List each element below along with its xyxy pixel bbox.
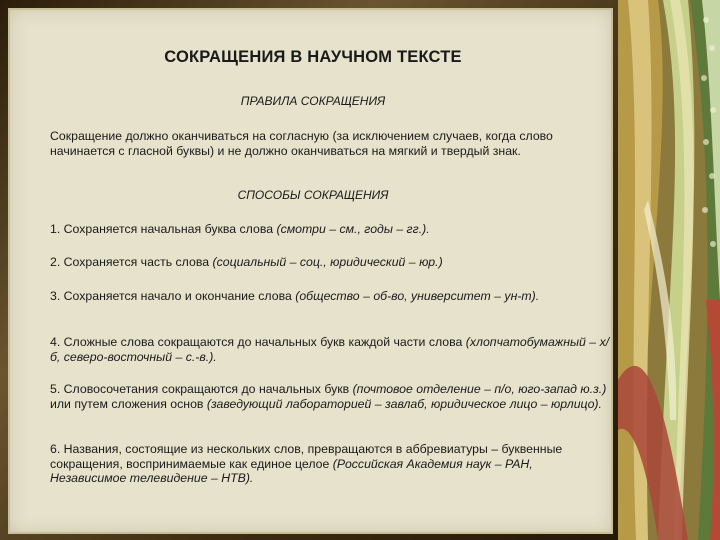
method-item-6 <box>50 442 610 486</box>
method-item-2 <box>50 255 610 270</box>
method-item-text: 5. Словосочетания сокращаются до начальных букв <box>50 382 353 396</box>
method-item-example: (общество – об-во, университет – ун-т). <box>295 289 540 303</box>
method-item-example: (хлопчатобумажный – х/б, северо-восточный – с.-в.). <box>50 335 610 364</box>
method-item-4 <box>50 335 610 364</box>
method-item-example: (Российская Академия наук – РАН, Независимое телевидение – НТВ). <box>50 456 533 485</box>
method-item-text: 2. Сохраняется часть слова <box>50 255 213 269</box>
method-item-3 <box>50 289 610 304</box>
method-item-example: (почтовое отделение – п/о, юго-запад ю.з.) <box>352 382 607 396</box>
methods-heading: СПОСОБЫ СОКРАЩЕНИЯ <box>237 188 389 202</box>
slide-title: СОКРАЩЕНИЯ В НАУЧНОМ ТЕКСТЕ <box>164 48 462 66</box>
method-item-example: (смотри – см., годы – гг.). <box>276 222 430 236</box>
method-item-text: 1. Сохраняется начальная буква слова <box>50 222 277 236</box>
method-item-5 <box>50 382 610 411</box>
method-item-text-2: или путем сложения основ <box>50 396 207 411</box>
slide-panel <box>8 8 613 534</box>
rules-heading: ПРАВИЛА СОКРАЩЕНИЯ <box>240 94 386 108</box>
method-item-example: (социальный – соц., юридический – юр.) <box>212 255 443 269</box>
method-item-example-2: (заведующий лабораторией – завлаб, юридическое лицо – юрлицо). <box>206 396 602 411</box>
method-item-text: 6. Названия, состоящие из нескольких слов, превращаются в аббревиатуры – буквенные сокращения, воспринимаемые как единое целое <box>50 442 563 471</box>
method-item-text: 4. Сложные слова сокращаются до начальных букв каждой части слова <box>50 335 466 349</box>
method-item-text: 3. Сохраняется начало и окончание слова <box>50 289 296 303</box>
decorative-ribbon-art <box>618 0 720 540</box>
method-item-1 <box>50 222 610 237</box>
rule-text: Сокращение должно оканчиваться на согласную (за исключением случаев, когда слово начинается с гласной буквы) и не должно оканчиваться на мягкий и твердый знак. <box>50 129 553 158</box>
